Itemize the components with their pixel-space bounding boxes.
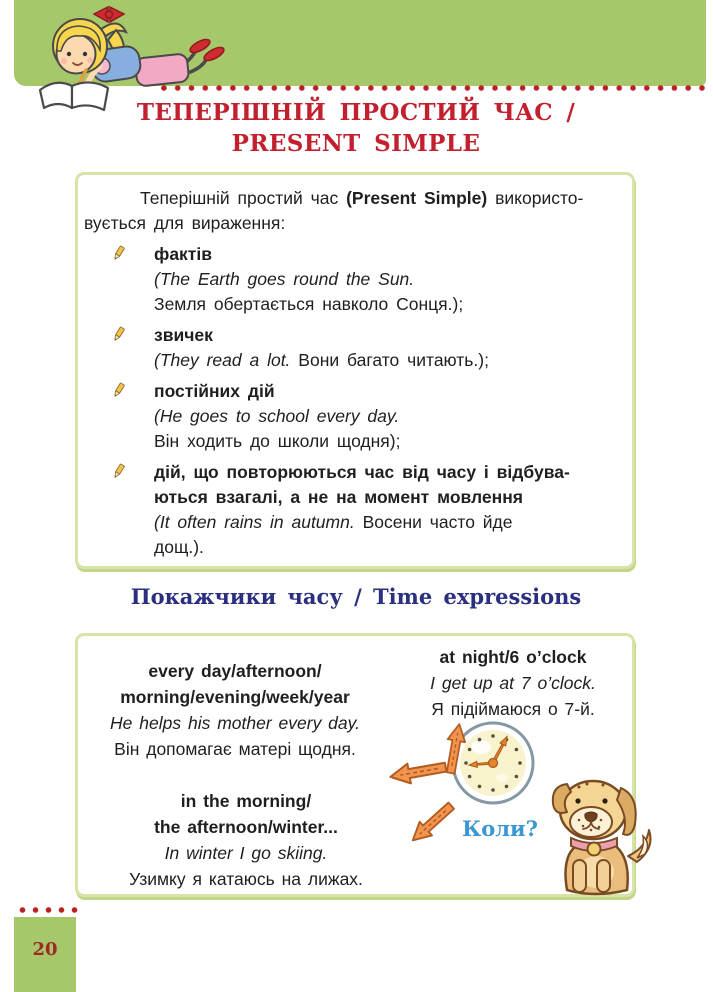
- usage-item-text: [154, 460, 626, 560]
- text-line: [154, 323, 626, 348]
- text-segment: Земля обертається навколо Сонця.);: [154, 294, 464, 314]
- text-segment: I get up at 7 o’clock.: [430, 673, 596, 693]
- text-line: [398, 670, 628, 696]
- footer-dotted-divider: [16, 906, 80, 914]
- pencil-icon: [110, 382, 127, 399]
- intro-paragraph: [84, 186, 626, 236]
- title-line-en: PRESENT SIMPLE: [231, 130, 481, 157]
- text-segment: (They read a lot.: [154, 350, 291, 370]
- text-segment: in the morning/: [180, 791, 312, 811]
- page-number: 20: [32, 939, 58, 960]
- text-segment: використо-: [487, 188, 584, 208]
- text-line: [154, 267, 626, 292]
- time-expressions-heading: Покажчики часу / Time expressions: [130, 584, 582, 609]
- text-line: [106, 814, 386, 840]
- text-segment: every day/afternoon/: [148, 661, 322, 681]
- text-segment: Вони багато читають.);: [290, 350, 489, 370]
- question-label: Коли?: [462, 816, 538, 841]
- time-cell-in-morning: [106, 788, 386, 892]
- text-line: [154, 485, 626, 510]
- text-segment: Восени часто йде: [354, 512, 513, 532]
- text-segment: Теперішній простий час: [140, 188, 347, 208]
- text-segment: morning/evening/week/year: [120, 687, 350, 707]
- text-line: [154, 510, 626, 535]
- time-cell-every-day: [95, 658, 375, 762]
- text-segment: звичек: [154, 325, 213, 345]
- puppy-illustration: [533, 772, 655, 898]
- usage-item-text: [154, 379, 626, 454]
- time-expressions-box: [75, 633, 635, 897]
- text-line: [154, 535, 626, 560]
- text-line: [95, 710, 375, 736]
- text-segment: (Present Simple): [346, 188, 488, 208]
- text-segment: фактів: [154, 244, 212, 264]
- usage-box: [75, 172, 635, 569]
- text-line: [95, 736, 375, 762]
- title-line-uk: ТЕПЕРІШНІЙ ПРОСТИЙ ЧАС /: [136, 99, 576, 126]
- pencil-icon: [110, 463, 127, 480]
- text-segment: вується для вираження:: [84, 213, 286, 233]
- usage-item-habits: [84, 323, 626, 373]
- text-line: [398, 696, 628, 722]
- text-segment: (The Earth goes round the Sun.: [154, 269, 415, 289]
- text-line: [154, 429, 626, 454]
- usage-item-text: [154, 323, 626, 373]
- text-line: [106, 866, 386, 892]
- text-line: [95, 684, 375, 710]
- text-segment: the afternoon/winter...: [154, 817, 338, 837]
- text-line: [95, 658, 375, 684]
- dotted-divider: [157, 84, 709, 92]
- usage-item-text: [154, 242, 626, 317]
- usage-item-repeated-actions: [84, 460, 626, 560]
- pencil-icon: [110, 245, 127, 262]
- text-line: [154, 379, 626, 404]
- text-segment: (It often rains in autumn.: [154, 512, 355, 532]
- text-line: [154, 292, 626, 317]
- page-number-block: [14, 917, 76, 992]
- text-line: [154, 460, 626, 485]
- text-segment: In winter I go skiing.: [164, 843, 328, 863]
- text-line: [398, 644, 628, 670]
- text-line: [154, 242, 626, 267]
- text-segment: He helps his mother every day.: [110, 713, 360, 733]
- text-segment: Я підіймаюся о 7-й.: [431, 699, 595, 719]
- usage-item-facts: [84, 242, 626, 317]
- text-segment: ються взагалі, а не на момент мовлення: [154, 487, 524, 507]
- text-segment: дій, що повторюються час від часу і відбува-: [154, 462, 570, 482]
- text-segment: Він допомагає матері щодня.: [114, 739, 356, 759]
- time-cell-at-night: [398, 644, 628, 722]
- usage-item-permanent-actions: [84, 379, 626, 454]
- text-line: [154, 404, 626, 429]
- text-line: [84, 186, 626, 211]
- arrow-down-left-icon: [403, 795, 461, 850]
- text-line: [106, 788, 386, 814]
- text-segment: Він ходить до школи щодня);: [154, 431, 401, 451]
- pencil-icon: [110, 326, 127, 343]
- text-line: [106, 840, 386, 866]
- page-title: [75, 97, 637, 159]
- text-segment: (He goes to school every day.: [154, 406, 400, 426]
- text-line: [84, 211, 626, 236]
- arrow-left-icon: [386, 754, 450, 790]
- text-segment: дощ.).: [154, 537, 204, 557]
- text-segment: Узимку я катаюсь на лижах.: [129, 869, 363, 889]
- text-line: [154, 348, 626, 373]
- text-segment: постійних дій: [154, 381, 275, 401]
- text-segment: at night/6 o’clock: [439, 647, 587, 667]
